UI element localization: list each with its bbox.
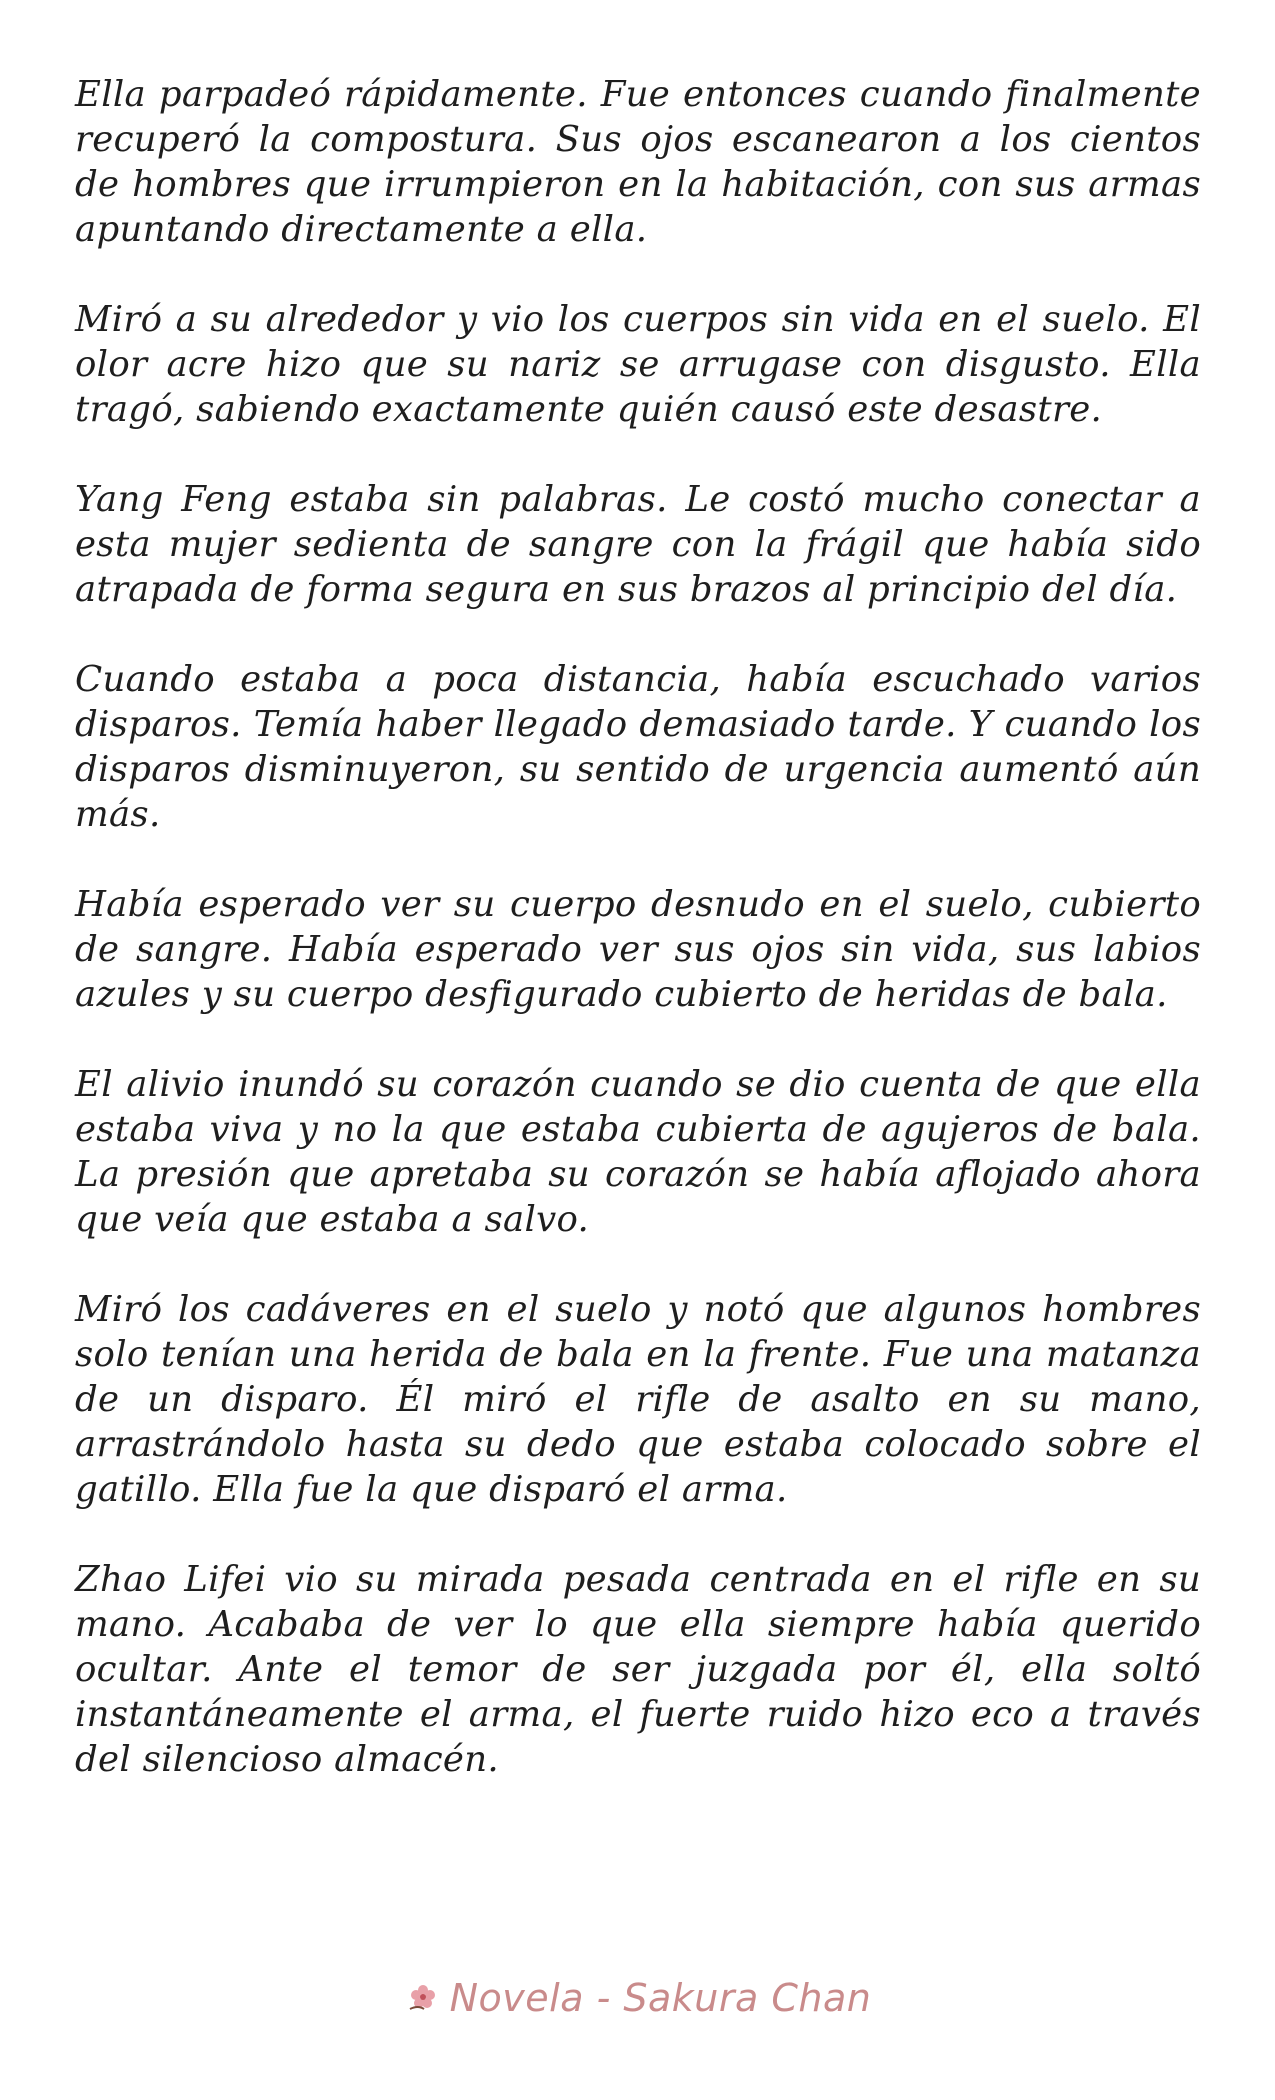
- chapter-text: [75, 72, 1201, 1827]
- paragraph-5: Había esperado ver su cuerpo desnudo en el suelo, cubierto de sangre. Había esperado ver sus ojos sin vida, sus labios azules y su cuerpo desfigurado cubierto de heridas de bala.: [75, 884, 1201, 1015]
- paragraph-2: Miró a su alrededor y vio los cuerpos sin vida en el suelo. El olor acre hizo que su nariz se arrugase con disgusto. Ella tragó, sabiendo exactamente quién causó este desastre.: [75, 299, 1201, 430]
- paragraph-6: El alivio inundó su corazón cuando se dio cuenta de que ella estaba viva y no la que estaba cubierta de agujeros de bala. La presión que apretaba su corazón se había aflojado ahora que veía que estaba a salvo.: [75, 1064, 1201, 1240]
- watermark-text: Novela - Sakura Chan: [449, 1976, 872, 2020]
- cherry-blossom-icon: [404, 1979, 442, 2017]
- paragraph-8: Zhao Lifei vio su mirada pesada centrada en el rifle en su mano. Acababa de ver lo que ella siempre había querido ocultar. Ante el temor de ser juzgada por él, ella soltó instantáneamente el arma, el fuerte ruido hizo eco a través del silencioso almacén.: [75, 1559, 1201, 1780]
- watermark: [0, 1976, 1275, 2020]
- paragraph-3: Yang Feng estaba sin palabras. Le costó mucho conectar a esta mujer sedienta de sangre con la frágil que había sido atrapada de forma segura en sus brazos al principio del día.: [75, 479, 1201, 610]
- paragraph-7: Miró los cadáveres en el suelo y notó que algunos hombres solo tenían una herida de bala en la frente. Fue una matanza de un disparo. Él miró el rifle de asalto en su mano, arrastrándolo hasta su dedo que estaba colocado sobre el gatillo. Ella fue la que disparó el arma.: [75, 1289, 1201, 1510]
- paragraph-4: Cuando estaba a poca distancia, había escuchado varios disparos. Temía haber llegado demasiado tarde. Y cuando los disparos disminuyeron, su sentido de urgencia aumentó aún más.: [75, 659, 1201, 835]
- paragraph-1: Ella parpadeó rápidamente. Fue entonces cuando finalmente recuperó la compostura. Sus ojos escanearon a los cientos de hombres que irrumpieron en la habitación, con sus armas apuntando directamente a ella.: [75, 74, 1201, 250]
